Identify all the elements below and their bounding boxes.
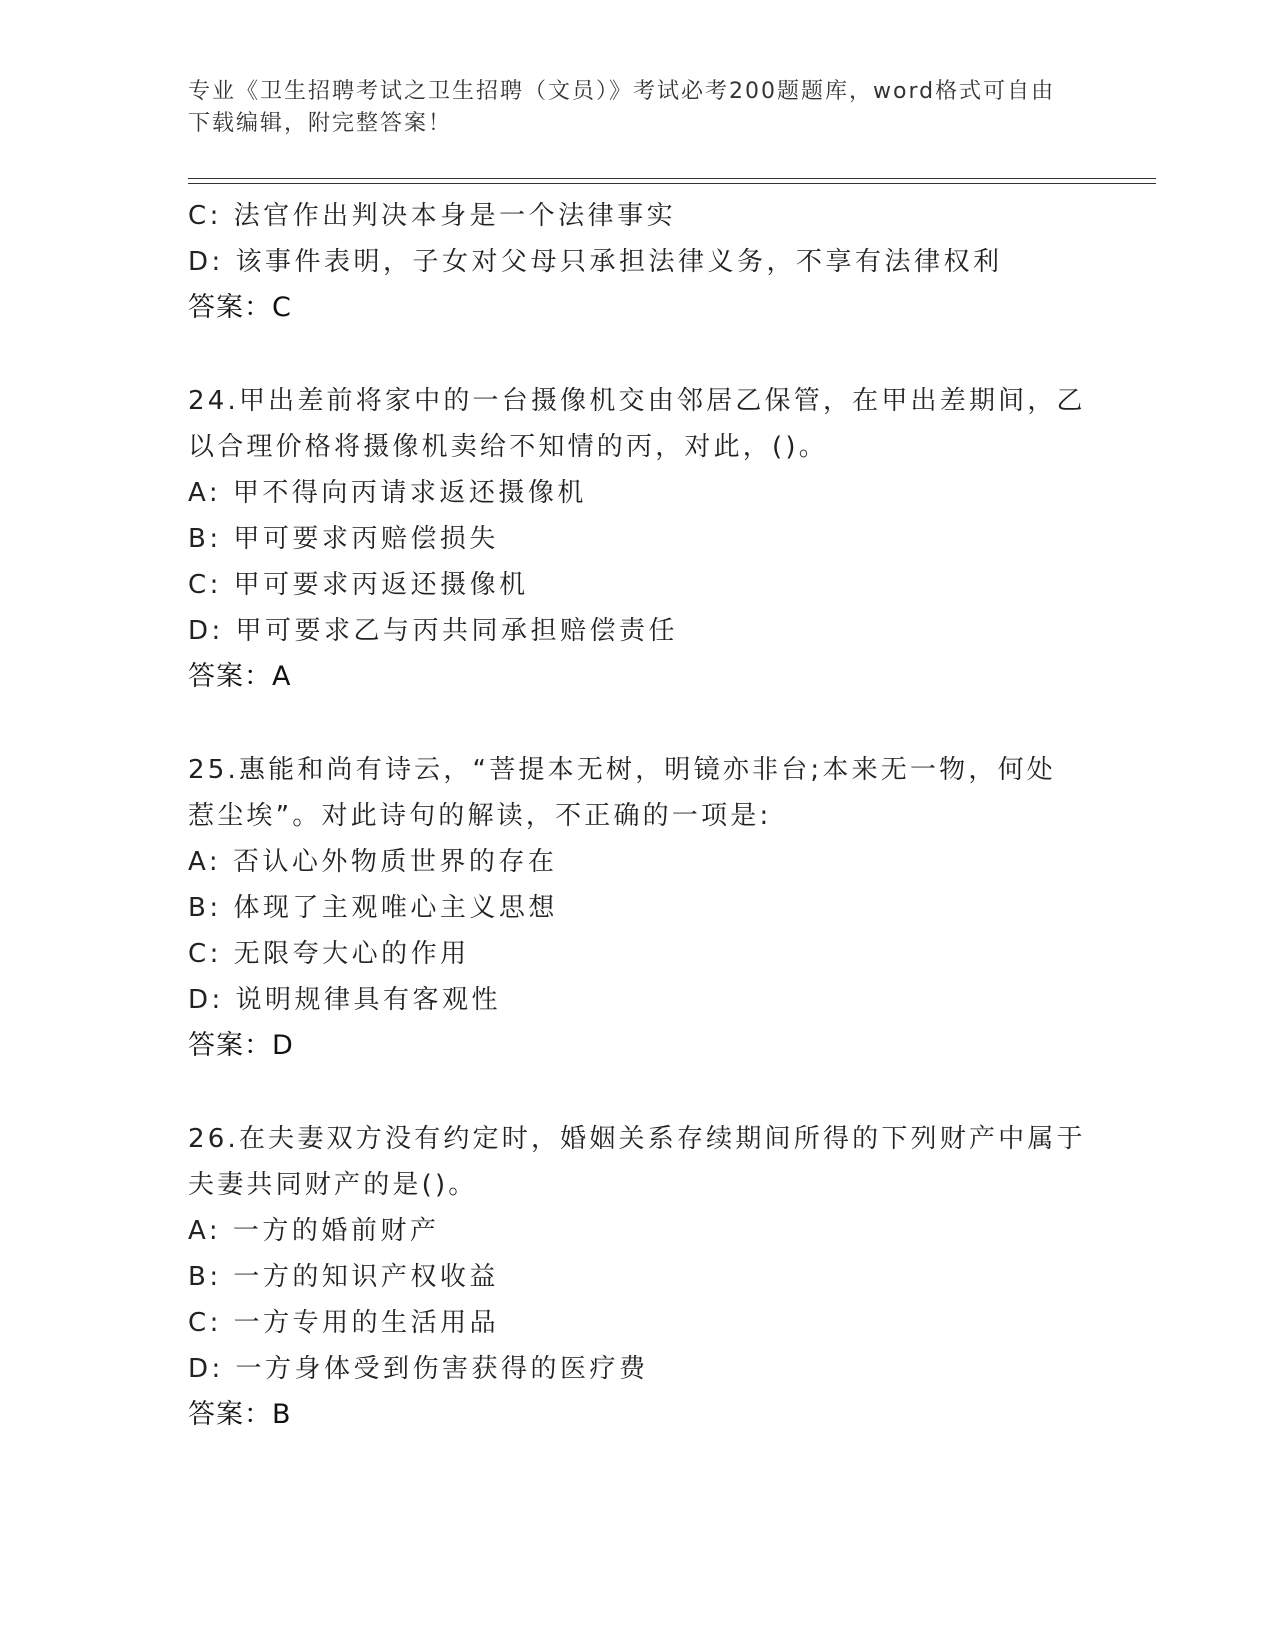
question-stem-line: 25.惠能和尚有诗云，“菩提本无树，明镜亦非台;本来无一物，何处 — [188, 755, 1056, 785]
answer-line: 答案：C — [188, 292, 292, 323]
question-25 — [188, 747, 1088, 1069]
option-b: B: 甲可要求丙赔偿损失 — [188, 524, 499, 554]
answer-line: 答案：D — [188, 1030, 294, 1061]
question-24 — [188, 378, 1088, 700]
option-a: A: 否认心外物质世界的存在 — [188, 847, 558, 877]
option-c: C: 甲可要求丙返还摄像机 — [188, 570, 529, 600]
option-d: D: 甲可要求乙与丙共同承担赔偿责任 — [188, 616, 679, 646]
question-26 — [188, 1116, 1088, 1438]
question-stem-line: 26.在夫妻双方没有约定时，婚姻关系存续期间所得的下列财产中属于 — [188, 1124, 1086, 1154]
question-stem-line: 惹尘埃”。对此诗句的解读，不正确的一项是: — [188, 801, 772, 831]
header-rule — [188, 178, 1156, 179]
option-a: A: 一方的婚前财产 — [188, 1216, 440, 1246]
option-d: D: 一方身体受到伤害获得的医疗费 — [188, 1354, 649, 1384]
question-23-tail — [188, 193, 1088, 331]
header-rule-double — [188, 183, 1156, 184]
answer-line: 答案：A — [188, 661, 292, 692]
question-stem-line: 夫妻共同财产的是()。 — [188, 1170, 478, 1200]
option-b: B: 体现了主观唯心主义思想 — [188, 893, 558, 923]
document-body — [188, 193, 1088, 1438]
option-c: C: 法官作出判决本身是一个法律事实 — [188, 201, 677, 231]
option-c: C: 无限夸大心的作用 — [188, 939, 470, 969]
option-d: D: 该事件表明，子女对父母只承担法律义务，不享有法律权利 — [188, 247, 1003, 277]
option-a: A: 甲不得向丙请求返还摄像机 — [188, 478, 587, 508]
answer-line: 答案：B — [188, 1399, 292, 1430]
question-stem-line: 24.甲出差前将家中的一台摄像机交由邻居乙保管，在甲出差期间，乙 — [188, 386, 1086, 416]
option-d: D: 说明规律具有客观性 — [188, 985, 502, 1015]
option-c: C: 一方专用的生活用品 — [188, 1308, 500, 1338]
document-header: 专业《卫生招聘考试之卫生招聘（文员）》考试必考200题题库，word格式可自由下载编辑，附完整答案！ — [188, 79, 1056, 136]
option-b: B: 一方的知识产权收益 — [188, 1262, 499, 1292]
question-stem-line: 以合理价格将摄像机卖给不知情的丙，对此，()。 — [188, 432, 828, 462]
